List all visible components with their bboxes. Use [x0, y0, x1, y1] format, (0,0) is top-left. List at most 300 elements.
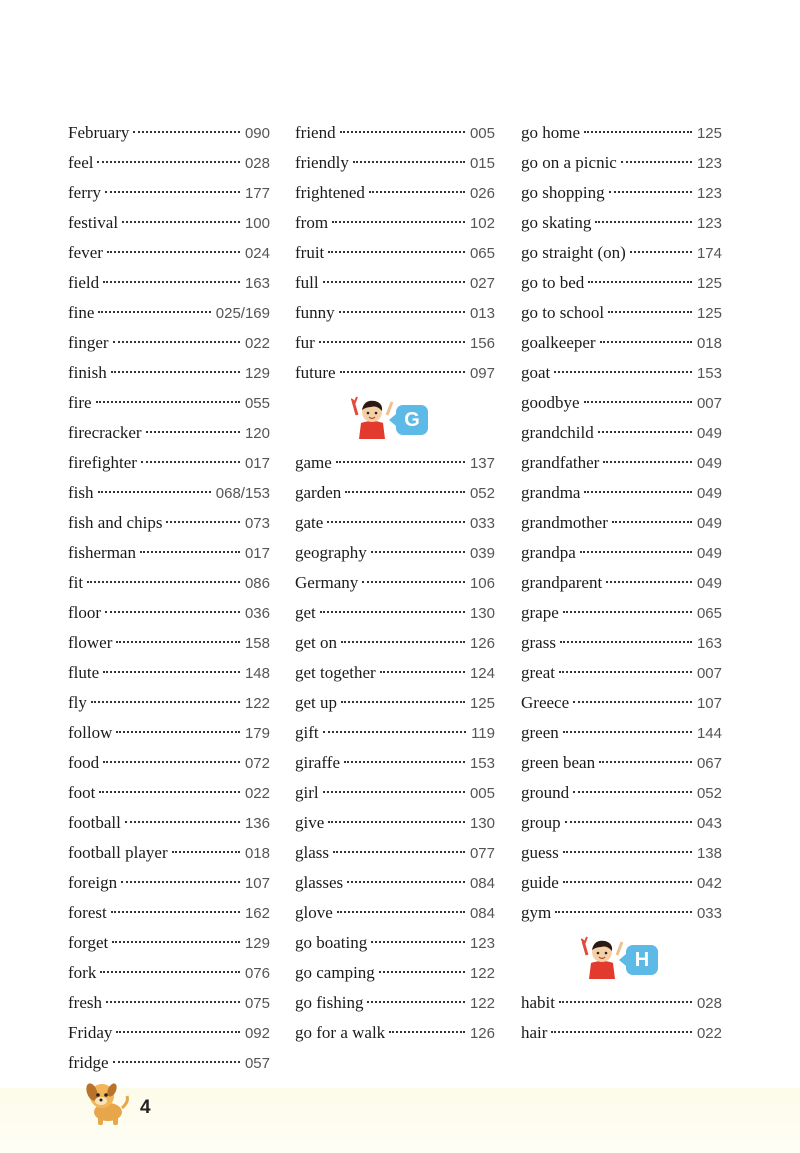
dot-leader [125, 821, 240, 823]
index-entry [68, 148, 270, 178]
dot-leader [111, 911, 240, 913]
dot-leader [103, 761, 240, 763]
index-entry [521, 808, 722, 838]
entry-word: girl [295, 783, 319, 802]
entry-word: friendly [295, 153, 349, 172]
dot-leader [362, 581, 465, 583]
dot-leader [333, 851, 465, 853]
dot-leader [328, 251, 465, 253]
entry-page: 049 [696, 545, 722, 562]
entry-page: 039 [469, 545, 495, 562]
index-column-2 [295, 118, 495, 1048]
index-entry [521, 238, 722, 268]
entry-page: 036 [244, 605, 270, 622]
dot-leader [380, 671, 465, 673]
dot-leader [341, 641, 465, 643]
entry-word: gate [295, 513, 324, 532]
index-entry [68, 628, 270, 658]
index-entry [68, 1018, 270, 1048]
entry-page: 136 [244, 815, 270, 832]
index-entry [521, 838, 722, 868]
entry-word: football [68, 813, 121, 832]
entry-word: guide [521, 873, 559, 892]
entry-page: 042 [696, 875, 722, 892]
dot-leader [353, 161, 465, 163]
entry-page: 125 [696, 125, 722, 142]
index-entry [521, 208, 722, 238]
entry-page: 084 [469, 905, 495, 922]
entry-word: Greece [521, 693, 570, 712]
entry-page: 017 [244, 545, 270, 562]
entry-word: fridge [68, 1053, 109, 1072]
dot-leader [91, 701, 240, 703]
dot-leader [97, 161, 239, 163]
entry-word: field [68, 273, 100, 292]
index-entry [295, 238, 495, 268]
index-entry [521, 688, 722, 718]
index-entry [521, 658, 722, 688]
index-entry [521, 598, 722, 628]
index-entry [68, 778, 270, 808]
dot-leader [584, 131, 692, 133]
entry-word: frightened [295, 183, 365, 202]
dot-leader [116, 641, 240, 643]
dot-leader [584, 401, 692, 403]
entry-word: grandchild [521, 423, 594, 442]
section-header-g [295, 388, 495, 448]
entry-word: go straight (on) [521, 243, 626, 262]
dot-leader [389, 1031, 465, 1033]
dot-leader [172, 851, 240, 853]
entry-page: 049 [696, 455, 722, 472]
index-entry [295, 628, 495, 658]
dot-leader [563, 881, 692, 883]
index-entry [68, 988, 270, 1018]
page-number: 4 [140, 1097, 151, 1118]
index-entry [68, 838, 270, 868]
entry-word: glasses [295, 873, 344, 892]
dot-leader [371, 551, 465, 553]
dot-leader [336, 461, 465, 463]
entry-word: fruit [295, 243, 325, 262]
index-entry [521, 568, 722, 598]
dot-leader [584, 491, 691, 493]
index-entry [68, 898, 270, 928]
entry-word: hair [521, 1023, 548, 1042]
entry-page: 015 [469, 155, 495, 172]
index-entry [68, 958, 270, 988]
dot-leader [99, 791, 240, 793]
index-entry [521, 118, 722, 148]
dot-leader [339, 311, 465, 313]
entry-word: glass [295, 843, 329, 862]
index-entry [521, 448, 722, 478]
entry-word: go to school [521, 303, 605, 322]
entry-word: gift [295, 723, 319, 742]
entry-word: February [68, 123, 130, 142]
entry-word: fly [68, 693, 87, 712]
index-entry [521, 778, 722, 808]
index-entry [295, 508, 495, 538]
index-entry [68, 928, 270, 958]
entry-word: festival [68, 213, 119, 232]
dot-leader [347, 881, 465, 883]
dot-leader [563, 851, 692, 853]
index-entry [68, 568, 270, 598]
entry-page: 065 [469, 245, 495, 262]
entry-word: food [68, 753, 100, 772]
entry-word: fisherman [68, 543, 136, 562]
entry-page: 179 [244, 725, 270, 742]
index-entry [295, 868, 495, 898]
entry-word: fish and chips [68, 513, 163, 532]
dot-leader [554, 371, 692, 373]
entry-page: 153 [696, 365, 722, 382]
entry-page: 125 [469, 695, 495, 712]
index-entry [295, 178, 495, 208]
index-entry [295, 658, 495, 688]
dot-leader [563, 611, 692, 613]
dot-leader [111, 371, 240, 373]
entry-page: 148 [244, 665, 270, 682]
entry-word: foreign [68, 873, 118, 892]
entry-page: 107 [244, 875, 270, 892]
entry-word: fur [295, 333, 315, 352]
index-entry [521, 898, 722, 928]
entry-word: go camping [295, 963, 375, 982]
entry-word: group [521, 813, 561, 832]
index-column-1 [68, 118, 270, 1078]
index-entry [68, 388, 270, 418]
entry-page: 049 [696, 485, 722, 502]
entry-page: 024 [244, 245, 270, 262]
index-entry [295, 598, 495, 628]
dot-leader [100, 971, 240, 973]
entry-page: 123 [696, 185, 722, 202]
entry-page: 144 [696, 725, 722, 742]
index-entry [295, 328, 495, 358]
dot-leader [166, 521, 240, 523]
entry-page: 052 [469, 485, 495, 502]
dot-leader [320, 611, 465, 613]
entry-page: 130 [469, 605, 495, 622]
entry-page: 065 [696, 605, 722, 622]
dot-leader [328, 821, 465, 823]
entry-page: 073 [244, 515, 270, 532]
entry-word: garden [295, 483, 342, 502]
index-entry [295, 748, 495, 778]
dot-leader [319, 341, 465, 343]
index-entry [68, 688, 270, 718]
entry-page: 138 [696, 845, 722, 862]
entry-word: great [521, 663, 555, 682]
entry-word: football player [68, 843, 168, 862]
dot-leader [630, 251, 692, 253]
entry-word: grass [521, 633, 556, 652]
index-entry [68, 658, 270, 688]
entry-word: go shopping [521, 183, 605, 202]
dot-leader [116, 1031, 240, 1033]
entry-word: floor [68, 603, 102, 622]
entry-page: 017 [244, 455, 270, 472]
entry-page: 022 [696, 1025, 722, 1042]
index-entry [68, 328, 270, 358]
entry-page: 022 [244, 335, 270, 352]
entry-page: 130 [469, 815, 495, 832]
dot-leader [341, 701, 465, 703]
section-letter: G [396, 405, 428, 435]
entry-page: 028 [244, 155, 270, 172]
entry-word: goodbye [521, 393, 580, 412]
entry-word: green bean [521, 753, 596, 772]
index-entry [68, 208, 270, 238]
entry-word: fresh [68, 993, 102, 1012]
entry-page: 119 [471, 725, 495, 742]
dot-leader [371, 941, 465, 943]
entry-page: 077 [469, 845, 495, 862]
entry-page: 126 [469, 1025, 495, 1042]
index-entry [68, 298, 270, 328]
entry-word: green [521, 723, 559, 742]
entry-page: 033 [469, 515, 495, 532]
entry-page: 084 [469, 875, 495, 892]
index-entry [295, 778, 495, 808]
entry-word: ground [521, 783, 570, 802]
dot-leader [121, 881, 240, 883]
entry-page: 123 [469, 935, 495, 952]
entry-page: 123 [696, 215, 722, 232]
entry-page: 106 [469, 575, 495, 592]
entry-page: 129 [244, 935, 270, 952]
entry-word: funny [295, 303, 335, 322]
entry-word: get on [295, 633, 338, 652]
entry-page: 072 [244, 755, 270, 772]
entry-word: get [295, 603, 316, 622]
entry-page: 129 [244, 365, 270, 382]
entry-page: 122 [244, 695, 270, 712]
index-entry [521, 868, 722, 898]
index-entry [295, 688, 495, 718]
dot-leader [609, 191, 692, 193]
entry-page: 120 [244, 425, 270, 442]
entry-word: future [295, 363, 336, 382]
entry-word: go to bed [521, 273, 585, 292]
entry-page: 153 [469, 755, 495, 772]
entry-page: 122 [469, 965, 495, 982]
entry-page: 049 [696, 425, 722, 442]
entry-page: 005 [469, 125, 495, 142]
dot-leader [560, 641, 692, 643]
entry-page: 090 [244, 125, 270, 142]
dot-leader [105, 191, 240, 193]
entry-page: 043 [696, 815, 722, 832]
dot-leader [337, 911, 465, 913]
index-entry [68, 868, 270, 898]
dot-leader [580, 551, 692, 553]
entry-page: 125 [696, 305, 722, 322]
dot-leader [340, 371, 465, 373]
entry-word: forget [68, 933, 109, 952]
index-entry [521, 478, 722, 508]
entry-word: Germany [295, 573, 359, 592]
dot-leader [133, 131, 240, 133]
entry-word: finish [68, 363, 107, 382]
index-entry [295, 148, 495, 178]
dot-leader [379, 971, 465, 973]
entry-word: give [295, 813, 325, 832]
entry-word: ferry [68, 183, 102, 202]
entry-page: 092 [244, 1025, 270, 1042]
entry-word: guess [521, 843, 559, 862]
dot-leader [323, 791, 465, 793]
dot-leader [559, 671, 692, 673]
index-entry [521, 178, 722, 208]
dot-leader [116, 731, 240, 733]
dot-leader [606, 581, 692, 583]
dot-leader [107, 251, 240, 253]
entry-page: 033 [696, 905, 722, 922]
entry-word: grandfather [521, 453, 600, 472]
entry-page: 158 [244, 635, 270, 652]
entry-page: 124 [469, 665, 495, 682]
entry-word: get together [295, 663, 376, 682]
entry-word: friend [295, 123, 336, 142]
entry-page: 022 [244, 785, 270, 802]
index-entry [521, 298, 722, 328]
entry-page: 100 [244, 215, 270, 232]
index-entry [521, 628, 722, 658]
entry-word: glove [295, 903, 333, 922]
entry-word: fish [68, 483, 94, 502]
dot-leader [565, 821, 692, 823]
dot-leader [327, 521, 465, 523]
index-entry [521, 388, 722, 418]
index-entry [68, 598, 270, 628]
index-entry [295, 448, 495, 478]
entry-page: 049 [696, 515, 722, 532]
section-letter: H [626, 945, 658, 975]
dot-leader [112, 941, 240, 943]
dot-leader [122, 221, 240, 223]
entry-page: 018 [244, 845, 270, 862]
dot-leader [323, 731, 466, 733]
index-entry [295, 718, 495, 748]
entry-page: 005 [469, 785, 495, 802]
dot-leader [113, 1061, 240, 1063]
entry-word: go skating [521, 213, 592, 232]
entry-page: 086 [244, 575, 270, 592]
entry-page: 025/169 [215, 305, 270, 322]
index-entry [521, 328, 722, 358]
entry-page: 068/153 [215, 485, 270, 502]
dot-leader [608, 311, 692, 313]
entry-page: 163 [244, 275, 270, 292]
entry-word: grandpa [521, 543, 576, 562]
dot-leader [113, 341, 240, 343]
entry-page: 097 [469, 365, 495, 382]
dot-leader [369, 191, 465, 193]
index-entry [295, 808, 495, 838]
index-entry [295, 478, 495, 508]
entry-word: grandma [521, 483, 581, 502]
dot-leader [332, 221, 465, 223]
dot-leader [555, 911, 692, 913]
entry-page: 107 [696, 695, 722, 712]
index-entry [521, 148, 722, 178]
index-entry [521, 748, 722, 778]
index-entry [295, 538, 495, 568]
entry-word: full [295, 273, 319, 292]
entry-word: follow [68, 723, 113, 742]
entry-page: 028 [696, 995, 722, 1012]
entry-page: 122 [469, 995, 495, 1012]
dot-leader [323, 281, 465, 283]
dot-leader [595, 221, 692, 223]
entry-page: 177 [244, 185, 270, 202]
index-entry [68, 418, 270, 448]
index-entry [68, 538, 270, 568]
entry-word: go fishing [295, 993, 364, 1012]
index-entry [521, 988, 722, 1018]
index-entry [295, 268, 495, 298]
entry-page: 076 [244, 965, 270, 982]
dot-leader [598, 431, 692, 433]
index-entry [521, 1018, 722, 1048]
dot-leader [96, 401, 240, 403]
index-entry [295, 838, 495, 868]
entry-word: foot [68, 783, 96, 802]
entry-page: 102 [469, 215, 495, 232]
index-entry [295, 928, 495, 958]
index-entry [68, 178, 270, 208]
index-entry [295, 358, 495, 388]
index-entry [68, 748, 270, 778]
index-entry [295, 898, 495, 928]
dot-leader [105, 611, 240, 613]
dot-leader [612, 521, 692, 523]
entry-word: goalkeeper [521, 333, 596, 352]
entry-page: 007 [696, 395, 722, 412]
entry-page: 026 [469, 185, 495, 202]
entry-word: grandmother [521, 513, 608, 532]
entry-word: go for a walk [295, 1023, 386, 1042]
entry-word: goat [521, 363, 551, 382]
index-entry [295, 568, 495, 598]
dot-leader [106, 1001, 240, 1003]
index-entry [295, 1018, 495, 1048]
entry-page: 163 [696, 635, 722, 652]
index-entry [295, 298, 495, 328]
entry-word: gym [521, 903, 552, 922]
dot-leader [367, 1001, 464, 1003]
section-header-h [521, 928, 722, 988]
dot-leader [344, 761, 465, 763]
entry-word: fit [68, 573, 84, 592]
index-entry [68, 238, 270, 268]
entry-page: 052 [696, 785, 722, 802]
index-entry [295, 958, 495, 988]
entry-page: 075 [244, 995, 270, 1012]
entry-page: 137 [469, 455, 495, 472]
entry-word: firefighter [68, 453, 137, 472]
entry-word: forest [68, 903, 107, 922]
entry-word: Friday [68, 1023, 113, 1042]
dot-leader [98, 311, 210, 313]
entry-page: 055 [244, 395, 270, 412]
index-column-3 [521, 118, 722, 1048]
dot-leader [588, 281, 692, 283]
index-entry [68, 448, 270, 478]
